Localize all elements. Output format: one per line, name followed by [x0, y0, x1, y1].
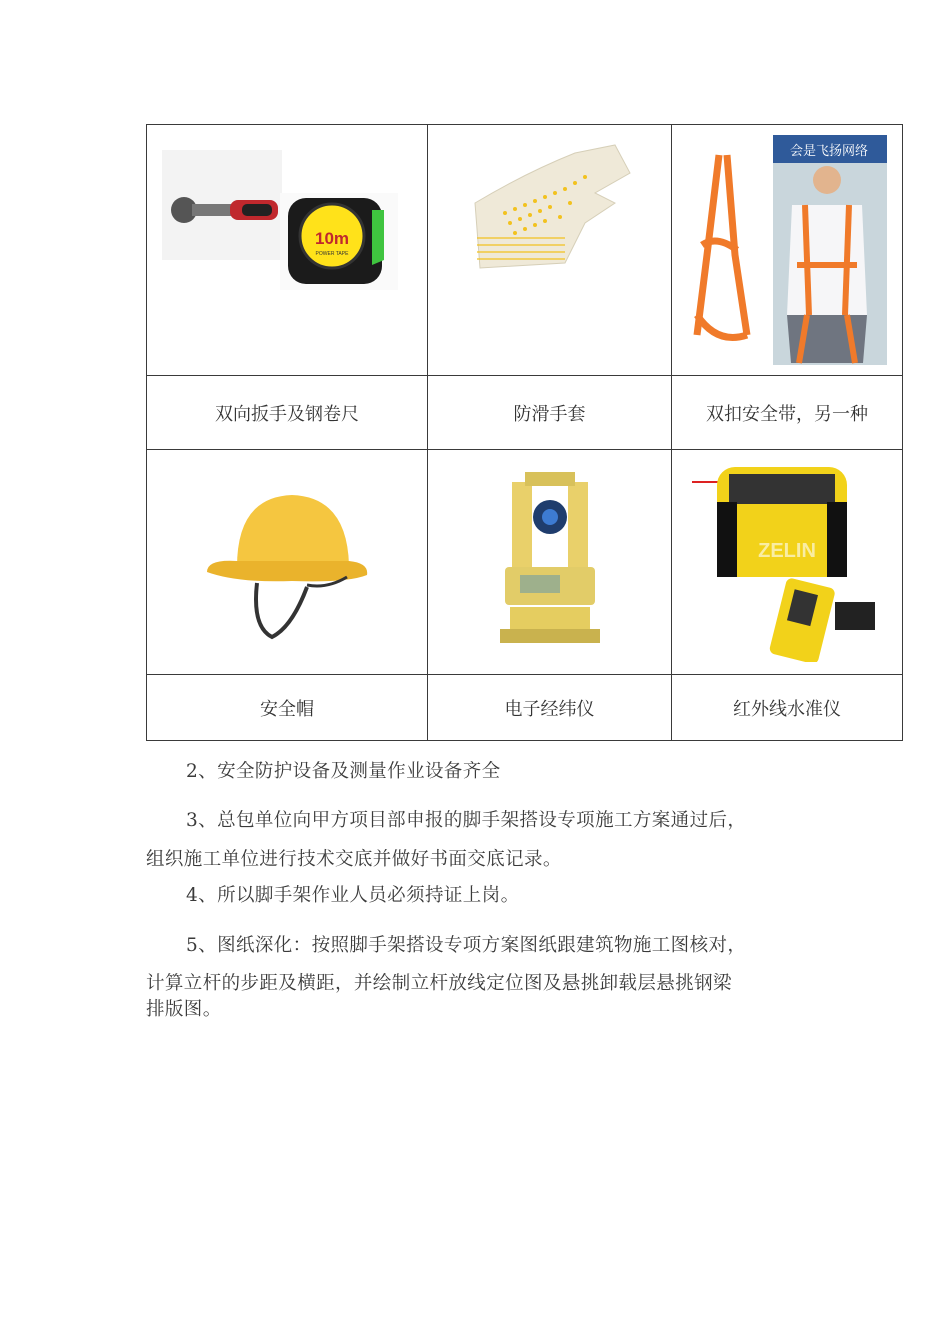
caption-wrench-tape	[147, 376, 428, 450]
caption-harness	[672, 376, 903, 450]
anti-slip-gloves-photo	[465, 133, 635, 273]
caption-helmet	[147, 675, 428, 741]
infrared-level-photo	[687, 462, 887, 662]
harness-banner: 会是飞扬网络	[789, 144, 869, 159]
tape-sub-label: POWER TAPE	[315, 251, 349, 257]
paragraph-3-line-2: 组织施工单位进行技术交底并做好书面交底记录。	[146, 849, 562, 870]
caption-text: 双扣安全带，另一种	[706, 403, 868, 425]
cell-helmet	[147, 450, 428, 675]
cell-gloves	[428, 125, 672, 376]
paragraph-3-line-1: 3、总包单位向甲方项目部申报的脚手架搭设专项施工方案通过后，	[186, 810, 747, 831]
caption-text: 双向扳手及钢卷尺	[215, 403, 359, 425]
cell-harness	[672, 125, 903, 376]
paragraph-5-line-2: 计算立杆的步距及横距，并绘制立杆放线定位图及悬挑卸载层悬挑钢梁	[146, 973, 732, 994]
cell-theodolite	[428, 450, 672, 675]
paragraph-5-line-3: 排版图。	[146, 999, 222, 1020]
level-watermark: ZELIN	[758, 540, 816, 562]
tape-label: 10m	[314, 229, 350, 248]
caption-text: 防滑手套	[513, 403, 586, 425]
safety-harness-photo	[687, 135, 887, 365]
paragraph-5-line-1: 5、图纸深化：按照脚手架搭设专项方案图纸跟建筑物施工图核对，	[186, 935, 747, 956]
cell-level	[672, 450, 903, 675]
caption-theodolite	[428, 675, 672, 741]
caption-gloves	[428, 376, 672, 450]
electronic-theodolite-photo	[490, 472, 610, 652]
caption-level	[672, 675, 903, 741]
paragraph-2: 2、安全防护设备及测量作业设备齐全	[186, 761, 501, 782]
equipment-table	[146, 124, 903, 741]
caption-text: 红外线水准仪	[733, 698, 841, 720]
caption-text: 安全帽	[260, 698, 314, 720]
paragraph-4: 4、所以脚手架作业人员必须持证上岗。	[186, 885, 520, 906]
caption-text: 电子经纬仪	[504, 698, 595, 720]
wrench-and-tape-measure-photo	[162, 140, 412, 290]
cell-wrench-tape	[147, 125, 428, 376]
safety-helmet-photo	[197, 477, 377, 647]
